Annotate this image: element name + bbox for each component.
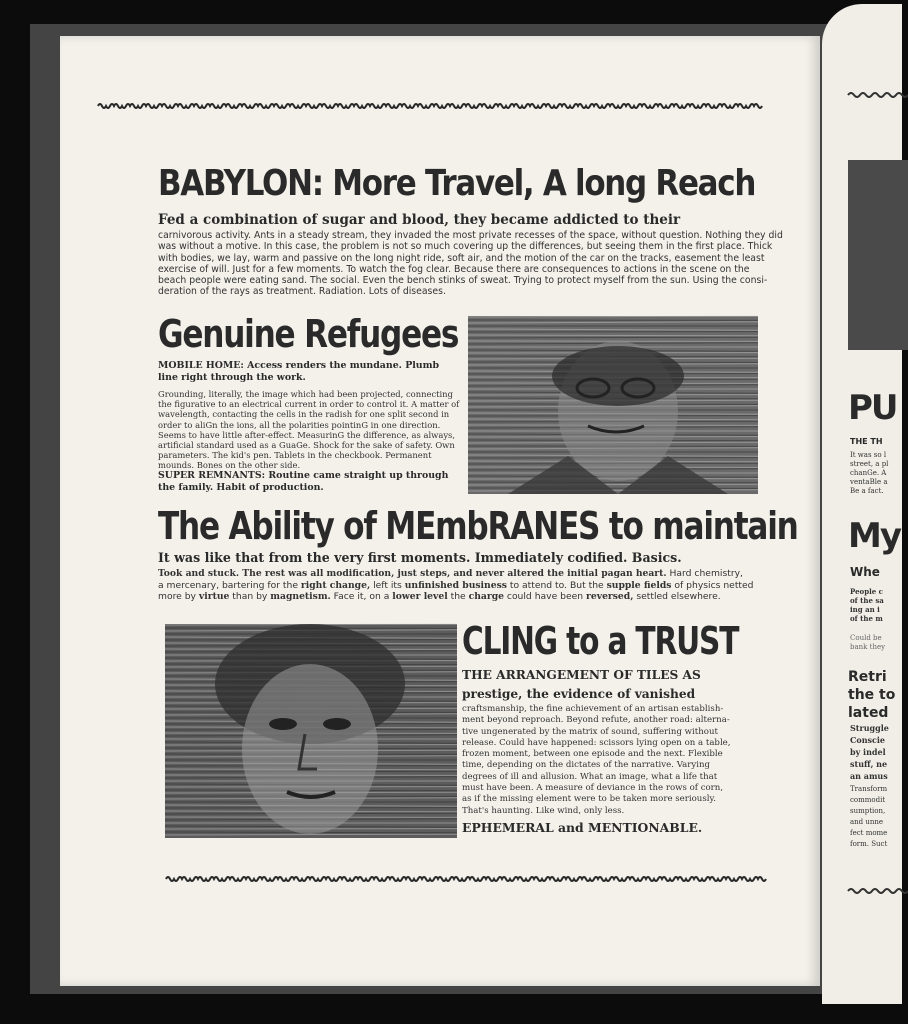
right-text-2b: Could be bank they [850,634,886,651]
body-babylon: carnivorous activity. Ants in a steady stream, they invaded the most private recesses of the space, without question. Nothing they did was without a motive. In this case, the problem is not so much covering up the differences, but seeing them in the first place. Thick with bodies, we lay, warm and passive on the long night ride, soft air, and the motion of the car on the tracks, easement the least exercise of will. Just for a few moments. To watch the fog clear. Because there are consequences to actions in the scene on the beach people were eating sand. The social. Even the bench stinks of sweat. Trying to protect myself from the sun. Using the consi- deration of the rays as treatment. Radiation. Lots of diseases. [158,230,783,298]
photo-woman-portrait [165,624,457,838]
right-text-3: Struggle Conscie by indel stuff, ne an amus [850,723,889,781]
body-genuine-refugees: Grounding, literally, the image which had been projected, connecting the figurative to an electrical current in order to control it. A matter of wavelength, contacting the cells in the radish for one split second in order to aliGn the ions, all the polarities pointinG in one direction. Seems to have little after-effect. MeasurinG the difference, as always, artificial standard used as a GuaGe. Shock for the sake of safety. Own parameters. The kid's pen. Tablets in the checkbook. Permanent mounds. Bones on the other side. [158,389,460,471]
right-subhead-2: Whe [850,565,880,579]
right-headline-1: PU [848,388,897,428]
subhead-babylon: Fed a combination of sugar and blood, they became addicted to their [158,212,681,228]
body-membranes: Took and stuck. The rest was all modification, just steps, and never altered the initial pagan heart. Hard chemistry, a mercenary, bartering for the right change, left its unfinished business to attend to. But the supple fields of physics netted more by virtue than by magnetism. Face it, on a lower level the charge could have been reversed, settled elsewhere. [158,568,754,602]
headline-membranes: The Ability of MEmbRANES to maintain [158,504,798,548]
subhead-ephemeral: EPHEMERAL and MENTIONABLE. [462,820,703,835]
subhead-membranes: It was like that from the very first moments. Immediately codified. Basics. [158,550,682,565]
right-page [822,4,902,1004]
photo-man-portrait [468,316,758,494]
subhead-mobile-home: MOBILE HOME: Access renders the mundane. Plumb line right through the work. [158,360,440,383]
subhead-arrangement: THE ARRANGEMENT OF TILES AS prestige, the evidence of vanished [462,668,701,701]
top-ornament-rule-icon [98,101,762,111]
headline-cling-to-a-trust: CLING to a TRUST [462,619,739,663]
right-headline-3: Retri the to lated [848,669,896,721]
headline-babylon: BABYLON: More Travel, A long Reach [158,163,756,204]
right-text-2: People c of the sa ing an i of the m [850,587,884,623]
right-headline-2: My [848,516,900,556]
body-cling-to-a-trust: craftsmanship, the fine achievement of an artisan establish- ment beyond reproach. Beyond refute, another road: alterna- tive ungenerated by the matrix of sound, suffering without release. Could have happened: scissors lying open on a table, frozen moment, between one episode and the next. Flexible time, depending on the dictates of the narrative. Varying degrees of ill and allusion. What an image, what a life that must have been. A measure of deviance in the rows of corn, as if the missing element were to be taken more seriously. That's haunting. Like wind, only less. [462,704,731,816]
right-page-photo [848,160,908,350]
right-text-1: It was so l street, a pl chanGe. A ventaBle a Be a fact. [850,451,889,495]
right-text-4: Transform commodit sumption, and unne fect mome form. Suct [850,785,888,848]
headline-genuine-refugees: Genuine Refugees [158,312,459,356]
subhead-super-remnants: SUPER REMNANTS: Routine came straight up through the family. Habit of production. [158,470,449,493]
ornament-rule-icon [848,886,908,896]
ornament-rule-icon [848,90,908,100]
right-subhead-1: THE TH [850,437,883,446]
bottom-ornament-rule-icon [166,874,766,884]
